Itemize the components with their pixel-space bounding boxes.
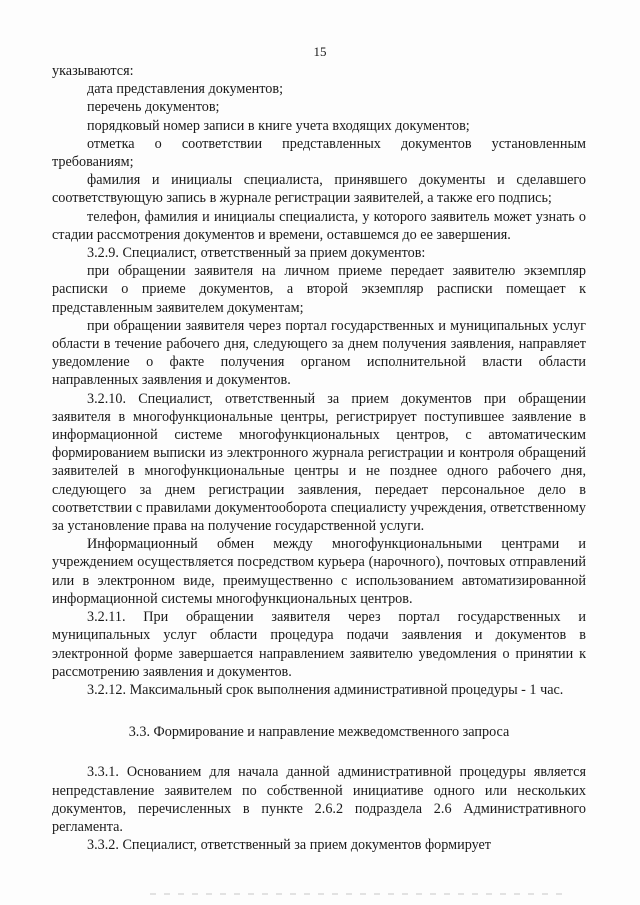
paragraph-intro: указываются:: [52, 63, 134, 79]
paragraph-3-2-12: 3.2.12. Максимальный срок выполнения административной процедуры - 1 час.: [87, 681, 564, 698]
page-number: 15: [313, 44, 327, 59]
list-item: порядковый номер записи в книге учета входящих документов;: [87, 117, 470, 134]
section-heading-3-3: 3.3. Формирование и направление межведомственного запроса: [128, 724, 510, 741]
document-body: [52, 62, 586, 854]
paragraph-3-2-9: 3.2.9. Специалист, ответственный за прием документов:: [87, 245, 426, 262]
paragraph-3-2-9-portal: при обращении заявителя через портал государственных и муниципальных услуг области в течение рабочего дня, следующего за днем получения заявления, направляет уведомление о факте получения органом исполнительной власти области направленных заявления и документов.: [52, 317, 586, 389]
paragraph-3-2-9-personal: при обращении заявителя на личном приеме передает заявителю экземпляр расписки о приеме документов, а второй экземпляр расписки помещает к представленным заявителем документам;: [52, 263, 586, 316]
list-item: фамилия и инициалы специалиста, принявшего документы и сделавшего соответствующую запись в журнале регистрации заявителей, а также его подпись;: [52, 172, 586, 207]
paragraph-3-2-11: 3.2.11. При обращении заявителя через портал государственных и муниципальных услуг области процедура подачи заявления и документов в электронной форме завершается направлением заявителю уведомления о принятии к рассмотрению заявления и документов.: [52, 609, 586, 680]
list-item: дата представления документов;: [87, 81, 284, 98]
paragraph-3-3-2: 3.3.2. Специалист, ответственный за прием документов формирует: [87, 837, 492, 854]
paragraph-3-2-10: 3.2.10. Специалист, ответственный за прием документов при обращении заявителя в многофункциональные центры, регистрирует поступившее заявление в информационной системе многофункциональных центров, с автоматическим формированием выписки из электронного журнала регистрации и контроля обращений заявителей в многофункциональные центры и не позднее одного рабочего дня, следующего за днем регистрации заявления, передает персональное дело в соответствии с правилами документооборота специалисту учреждения, ответственному за установление права на получение государственной услуги.: [52, 390, 586, 535]
paragraph-3-3-1: 3.3.1. Основанием для начала данной административной процедуры является непредставление заявителем по собственной инициативе одного или нескольких документов, перечисленных в пункте 2.6.2 подраздела 2.6 Административного регламента.: [52, 764, 586, 835]
scan-artifact: [150, 893, 570, 895]
paragraph-3-2-10-exchange: Информационный обмен между многофункциональными центрами и учреждением осуществляется посредством курьера (нарочного), почтовых отправлений или в электронном виде, преимущественно с использованием автоматизированной информационной системы многофункциональных центров.: [52, 536, 586, 607]
list-item: перечень документов;: [87, 99, 220, 116]
list-item: телефон, фамилия и инициалы специалиста, у которого заявитель может узнать о стадии рассмотрения документов и времени, оставшемся до ее завершения.: [52, 208, 586, 243]
list-item: отметка о соответствии представленных документов установленным требованиям;: [52, 135, 586, 171]
